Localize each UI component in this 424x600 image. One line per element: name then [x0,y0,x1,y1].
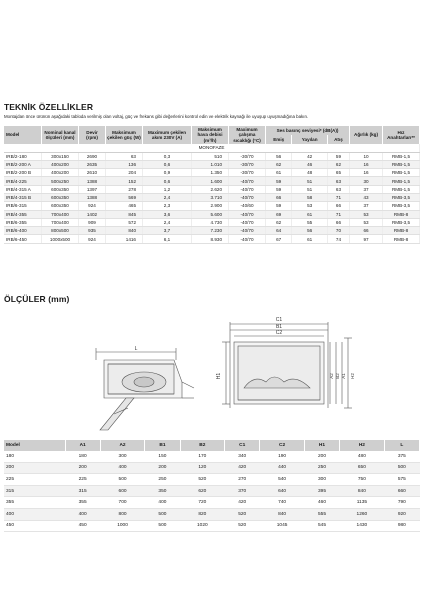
dims-cell: 300 [100,451,145,462]
tech-cell: 62 [266,218,292,226]
col-sound: Ses basınç seviyesi* (dB(A)) [266,126,350,135]
tech-row [4,227,420,235]
tech-cell: RMB-8 [383,210,420,218]
tech-cell: -30/70 [229,169,266,177]
tech-cell: 62 [327,160,349,168]
tech-cell: 0,6 [143,160,192,168]
tech-cell: 924 [79,235,106,243]
tech-cell: -40/70 [229,210,266,218]
dims-cell: 350 [145,485,180,497]
tech-cell: 2,4 [143,218,192,226]
tech-cell: 278 [106,185,143,193]
tech-cell: 136 [106,160,143,168]
tech-cell: 37 [350,202,383,210]
dims-header-cell: C2 [260,440,305,451]
dims-cell: 395 [304,485,339,497]
dims-cell: 750 [340,474,385,486]
dims-cell: 420 [225,497,260,509]
label-B2: B2 [335,373,340,379]
dims-cell: 180 [65,451,100,462]
dims-row [4,520,420,532]
dims-cell: 840 [260,508,305,520]
tech-cell: 59 [266,185,292,193]
dims-cell: 440 [260,462,305,474]
dims-cell: 460 [304,497,339,509]
tech-cell: 4.730 [192,218,229,226]
tech-cell-model: IRB/2-180 [4,152,42,160]
tech-cell: 1416 [106,235,143,243]
tech-cell: 465 [106,202,143,210]
dims-cell: 200 [304,451,339,462]
dims-cell: 120 [180,462,225,474]
tech-cell: 6,1 [143,235,192,243]
label-C2: C2 [275,330,283,336]
dims-header-cell: B2 [180,440,225,451]
dims-cell: 720 [180,497,225,509]
tech-cell: 63 [327,185,349,193]
dims-cell: 1430 [340,520,385,532]
dims-cell: 500 [145,520,180,532]
dims-cell: 420 [225,462,260,474]
col-sound-inlet: Emiş [266,135,292,144]
tech-cell: 71 [327,210,349,218]
dims-cell: 980 [384,520,419,532]
tech-cell: 65 [327,169,349,177]
dims-header-cell: B1 [145,440,180,451]
dims-row [4,451,420,462]
tech-cell: 53 [350,218,383,226]
tech-cell-model: IRB/6-355 [4,218,42,226]
dims-cell: 375 [384,451,419,462]
dims-cell: 600 [100,485,145,497]
dims-cell: 400 [65,508,100,520]
tech-cell: 43 [350,194,383,202]
col-switch: Hız Anahtarları** [383,126,420,144]
tech-cell: 3,7 [143,227,192,235]
dims-cell: 340 [225,451,260,462]
tech-cell: 2690 [79,152,106,160]
col-current: Maximum çekilen akım 230V (A) [143,126,192,144]
dims-header-cell: H2 [340,440,385,451]
col-rpm: Devir (rpm) [79,126,106,144]
tech-row [4,218,420,226]
tech-cell: RMB-1,5 [383,185,420,193]
tech-cell: 1000x500 [42,235,79,243]
dimension-drawings [4,312,420,432]
dims-cell: 520 [225,520,260,532]
dims-header-cell: A2 [100,440,145,451]
tech-cell: 37 [350,185,383,193]
tech-cell: 53 [292,202,328,210]
tech-cell-model: IRB/2-200 A [4,160,42,168]
tech-cell: 67 [266,235,292,243]
dims-cell: 190 [260,451,305,462]
tech-cell: 2610 [79,169,106,177]
col-flow: Maksimum hava debisi (m³/h) [192,126,229,144]
tech-row [4,152,420,160]
tech-cell: 2.620 [192,185,229,193]
tech-row [4,194,420,202]
dims-cell: 640 [260,485,305,497]
tech-cell: 3,6 [143,210,192,218]
tech-cell: 400x200 [42,160,79,168]
tech-cell: 2635 [79,160,106,168]
tech-cell: 2,3 [143,202,192,210]
dims-cell: 520 [180,474,225,486]
tech-cell-model: IRB/2-200 B [4,169,42,177]
dims-cell: 400 [100,462,145,474]
tech-cell: 70 [327,227,349,235]
tech-cell: RMB-1,5 [383,160,420,168]
dims-cell: 820 [180,508,225,520]
dims-header-cell: A1 [65,440,100,451]
tech-cell: 16 [350,169,383,177]
dims-cell: 500 [100,474,145,486]
tech-cell: 3.710 [192,194,229,202]
dims-cell-model: 180 [4,451,65,462]
col-model: Model [4,126,42,144]
dims-cell: 270 [225,474,260,486]
tech-cell: 10 [350,152,383,160]
tech-cell: 46 [292,160,328,168]
tech-cell: 1388 [79,194,106,202]
dims-cell: 575 [384,474,419,486]
tech-cell: 97 [350,235,383,243]
tech-cell: RMB-1,5 [383,169,420,177]
tech-cell: 61 [266,169,292,177]
dims-cell-model: 450 [4,520,65,532]
col-sound-outlet: Atış [327,135,349,144]
dims-row [4,497,420,509]
tech-cell: 42 [292,152,328,160]
tech-cell: 1.350 [192,169,229,177]
dims-cell: 450 [65,520,100,532]
tech-cell-model: IRB/4-355 [4,210,42,218]
dims-cell: 250 [145,474,180,486]
tech-cell: 510 [192,152,229,160]
tech-cell: 800x500 [42,227,79,235]
tech-cell: 51 [292,177,328,185]
dims-cell: 150 [145,451,180,462]
tech-cell: 840 [106,227,143,235]
tech-cell-model: IRB/6-450 [4,235,42,243]
dims-header-cell: Model [4,440,65,451]
tech-cell: 16 [350,160,383,168]
dims-cell: 355 [65,497,100,509]
tech-cell: 0,6 [143,177,192,185]
dims-cell-model: 225 [4,474,65,486]
dims-cell: 1135 [340,497,385,509]
tech-cell: 66 [350,227,383,235]
dims-cell: 315 [65,485,100,497]
side-view-drawing [96,348,194,430]
tech-row [4,202,420,210]
tech-cell: 569 [106,194,143,202]
tech-cell: -40/70 [229,218,266,226]
tech-cell: 924 [79,202,106,210]
tech-cell: 400x200 [42,169,79,177]
dims-header-cell: C1 [225,440,260,451]
tech-cell: 2.900 [192,202,229,210]
tech-cell: 69 [266,210,292,218]
tech-cell: 66 [327,218,349,226]
dims-cell: 225 [65,474,100,486]
tech-cell: 204 [106,169,143,177]
dims-cell: 400 [145,497,180,509]
tech-cell: RMB-3,5 [383,202,420,210]
dims-cell-model: 200 [4,462,65,474]
tech-cell: -40/70 [229,194,266,202]
tech-cell: 61 [292,235,328,243]
dims-cell: 1020 [180,520,225,532]
tech-cell-model: IRB/6-315 [4,202,42,210]
dims-cell: 920 [384,508,419,520]
dims-cell: 500 [384,462,419,474]
tech-cell: 600x350 [42,185,79,193]
tech-cell: -30/70 [229,160,266,168]
dims-cell: 300 [304,474,339,486]
tech-cell: RMB-3,5 [383,194,420,202]
tech-cell-model: IRB/4-315 A [4,185,42,193]
dims-cell-model: 400 [4,508,65,520]
tech-cell: 64 [266,227,292,235]
tech-cell: -40/60 [229,202,266,210]
tech-cell: -40/70 [229,177,266,185]
tech-section-title: TEKNİK ÖZELLİKLER [4,102,94,112]
tech-cell: -30/70 [229,152,266,160]
tech-row [4,210,420,218]
label-A1: A1 [341,373,346,379]
tech-cell: 8.930 [192,235,229,243]
dims-cell: 520 [225,508,260,520]
tech-cell: 1397 [79,185,106,193]
dims-cell: 200 [145,462,180,474]
dims-cell: 650 [340,462,385,474]
dims-header-cell: L [384,440,419,451]
tech-cell: 53 [350,210,383,218]
tech-cell: 300x150 [42,152,79,160]
tech-cell: RMB-1,5 [383,177,420,185]
tech-cell: 600x350 [42,202,79,210]
tech-cell: 66 [327,202,349,210]
tech-cell: 30 [350,177,383,185]
tech-cell: 152 [106,177,143,185]
tech-cell: 51 [292,185,328,193]
dims-header-row [4,440,420,451]
tech-row [4,160,420,168]
tech-cell: 66 [266,194,292,202]
tech-cell: 845 [106,210,143,218]
tech-cell: RMB-1,5 [383,152,420,160]
tech-cell: 500x250 [42,177,79,185]
dims-cell: 200 [65,462,100,474]
col-power: Maksimum çekilen güç (W) [106,126,143,144]
tech-cell-model: IRB/4-315 B [4,194,42,202]
tech-cell: 62 [266,160,292,168]
label-B1: B1 [275,324,283,330]
tech-intro-text: Montajdan önce ürünün aşağıdaki tabloda verilmiş olan voltaj, güç ve frekans gibi değerlerini kontrol edin ve elektrik kaynağı ile uyuşup uyuşmadığına bakın. [4,114,309,119]
dims-cell: 480 [340,451,385,462]
col-weight: Ağırlık (kg) [350,126,383,144]
tech-cell: 1.010 [192,160,229,168]
label-C1: C1 [275,317,283,323]
dims-row [4,508,420,520]
tech-cell: 5.600 [192,210,229,218]
tech-cell-model: IRB/6-400 [4,227,42,235]
dims-row [4,462,420,474]
dims-cell: 790 [384,497,419,509]
tech-cell: 7.230 [192,227,229,235]
tech-cell: 74 [327,235,349,243]
dims-row [4,485,420,497]
tech-cell: RMB-8 [383,227,420,235]
dims-cell: 660 [384,485,419,497]
dims-cell: 170 [180,451,225,462]
tech-cell: 48 [292,169,328,177]
dims-cell: 800 [100,508,145,520]
dims-cell-model: 315 [4,485,65,497]
label-L: L [134,346,138,352]
tech-cell: -40/70 [229,185,266,193]
tech-cell: 63 [327,177,349,185]
dims-cell: 1260 [340,508,385,520]
col-temp: Maximum çalışma sıcaklığı (°C) [229,126,266,144]
dims-cell: 700 [100,497,145,509]
col-duct: Nominal kanal ölçüleri (mm) [42,126,79,144]
tech-cell: 0,9 [143,169,192,177]
group-row [4,144,420,152]
tech-header-row [4,126,420,135]
tech-cell: 56 [266,152,292,160]
dims-section-title: ÖLÇÜLER (mm) [4,294,70,304]
dims-cell: 500 [145,508,180,520]
tech-cell: 909 [79,218,106,226]
tech-cell: 59 [266,177,292,185]
tech-cell: 56 [292,227,328,235]
tech-cell: 0,3 [143,152,192,160]
dims-cell: 740 [260,497,305,509]
group-label: MONOFAZE [4,144,420,152]
tech-cell: RMB-8 [383,235,420,243]
tech-cell: 59 [266,202,292,210]
tech-cell: 55 [292,218,328,226]
dims-cell: 555 [304,508,339,520]
tech-cell: 572 [106,218,143,226]
tech-cell-model: IRB/4-225 [4,177,42,185]
dims-cell: 1045 [260,520,305,532]
tech-cell: 1388 [79,177,106,185]
tech-cell: 600x350 [42,194,79,202]
tech-cell: 1.600 [192,177,229,185]
tech-cell: 700x400 [42,210,79,218]
tech-cell: 1,2 [143,185,192,193]
dims-cell: 545 [304,520,339,532]
dims-cell: 540 [260,474,305,486]
tech-cell: 61 [292,210,328,218]
dims-cell: 370 [225,485,260,497]
tech-cell: 59 [327,152,349,160]
dimensions-table [4,440,420,532]
tech-cell: 2,4 [143,194,192,202]
dims-row [4,474,420,486]
tech-cell: 700x400 [42,218,79,226]
tech-row [4,177,420,185]
tech-cell: -40/70 [229,235,266,243]
tech-cell: RMB-3,5 [383,218,420,226]
dims-cell-model: 355 [4,497,65,509]
tech-cell: -40/70 [229,227,266,235]
dimension-drawing-svg [4,312,420,432]
tech-row [4,185,420,193]
dims-cell: 620 [180,485,225,497]
dims-cell: 1000 [100,520,145,532]
tech-cell: 935 [79,227,106,235]
tech-spec-table [4,126,420,244]
tech-cell: 58 [292,194,328,202]
tech-row [4,169,420,177]
tech-cell: 71 [327,194,349,202]
dims-cell: 250 [304,462,339,474]
tech-cell: 1402 [79,210,106,218]
front-view-drawing [222,322,352,408]
tech-cell: 63 [106,152,143,160]
dims-cell: 840 [340,485,385,497]
dims-header-cell: H1 [304,440,339,451]
tech-row [4,235,420,243]
label-H1: H1 [216,372,222,380]
label-H2: H2 [350,373,355,379]
col-sound-radiated: Yayılan [292,135,328,144]
label-A2: A2 [329,373,334,379]
